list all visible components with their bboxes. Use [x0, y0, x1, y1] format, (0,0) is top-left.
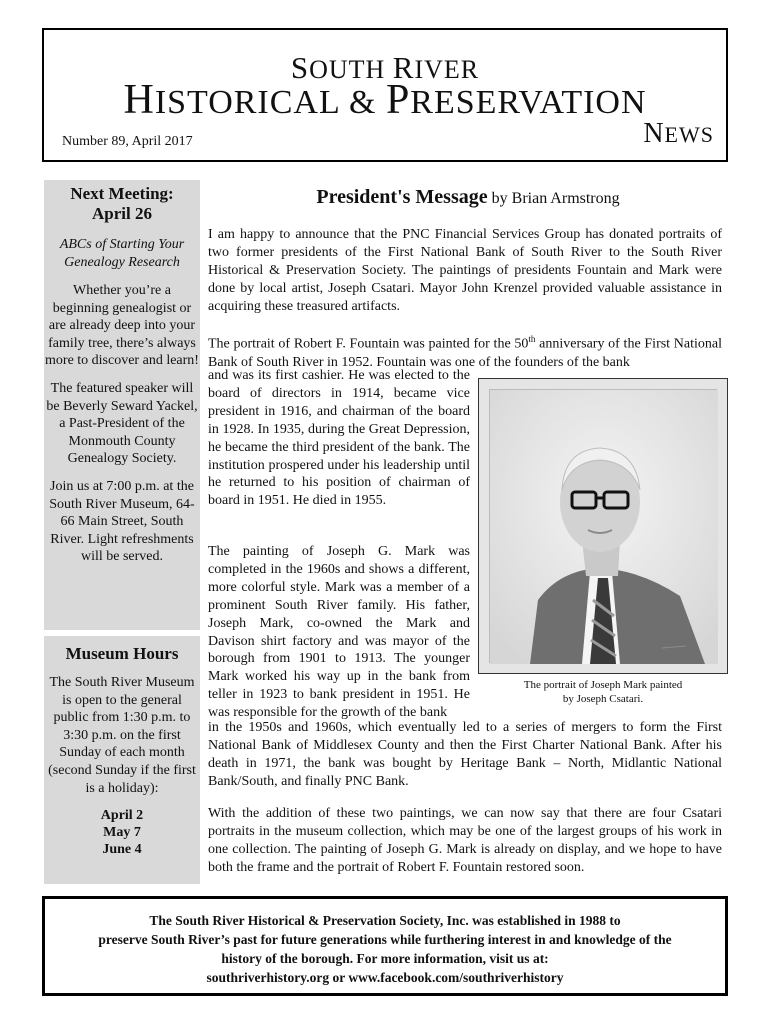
issue-number: Number 89, April 2017 — [62, 134, 193, 149]
meeting-topic: ABCs of Starting Your Genealogy Research — [59, 237, 185, 270]
museum-date: May 7 — [103, 825, 141, 841]
article-paragraph: With the addition of these two paintings, we can now say that there are four Csatari portraits in the museum collection, which may be one of the largest groups of his work in one collection. The painting of Joseph G. Mark is already on display, and we hope to have both the frame and the portrait of Robert F. Fountain restored soon. — [208, 806, 722, 875]
meeting-intro: Whether you’re a beginning genealogist or are already deep into your family tree, there’s always more to discover and learn! — [45, 283, 199, 369]
article-title: President's Message by Brian Armstrong — [316, 186, 620, 208]
article-paragraph: I am happy to announce that the PNC Financial Services Group has donated portraits of two former presidents of the First National Bank of South River to the South River Historical & Preservation Society. The paintings of presidents Fountain and Mark were done by local artist, Joseph Csatari. Mayor John Krenzel provided valuable assistance in acquiring these treasured artifacts. — [208, 227, 722, 314]
footer-line: preserve South River’s past for future generations while furthering interest in and knowledge of the — [98, 932, 672, 947]
footer-links[interactable]: southriverhistory.org or www.facebook.com/southriverhistory — [206, 970, 564, 985]
portrait-image — [490, 390, 718, 664]
museum-date: June 4 — [102, 842, 142, 858]
article-paragraph: and was its first cashier. He was elected to the board of directors in 1914, became vice president in 1916, and chairman of the board in 1928. In 1935, during the Great Depression, he became the third president of the bank. The institution prospered under his leadership until he returned to his position of chairman of board in 1951. He died in 1955. — [208, 368, 470, 509]
masthead — [42, 28, 728, 162]
article-paragraph: in the 1950s and 1960s, which eventually led to a series of mergers to form the First National Bank of Middlesex County and then the First Charter National Bank. After his death in 1971, the bank was bought by Heritage Bank – North, Midlantic National Bank/South, and finally PNC Bank. — [208, 720, 722, 789]
next-meeting-box — [44, 180, 200, 630]
portrait-figure — [478, 378, 728, 674]
article-paragraph: The painting of Joseph G. Mark was completed in the 1960s and shows a different, more colorful style. Mark was a member of a prominent South River family. His father, Joseph Mark, co-owned the Mark and Davison shirt factory and was mayor of the borough from 1901 to 1913. The younger Mark worked his way up in the bank from teller in 1923 to bank president in 1951. He was responsible for the growth of the bank — [208, 544, 470, 721]
article-byline: by Brian Armstrong — [491, 190, 620, 207]
museum-date: April 2 — [100, 808, 144, 824]
masthead-news: NEWS — [643, 118, 714, 149]
museum-hours-text: The South River Museum is open to the general public from 1:30 p.m. to 3:30 p.m. on the first Sunday of each month (second Sunday if the first is a holiday): — [48, 675, 196, 796]
museum-dates — [44, 807, 200, 858]
portrait-painting — [489, 389, 717, 663]
footer-box — [42, 896, 728, 996]
meeting-speaker: The featured speaker will be Beverly Seward Yackel, a Past-President of the Monmouth County Genealogy Society. — [46, 380, 198, 467]
article-paragraph: The portrait of Robert F. Fountain was painted for the 50th anniversary of the First National Bank of South River in 1952. Fountain was one of the founders of the bank — [208, 334, 723, 370]
footer-line: history of the borough. For more information, visit us at: — [221, 951, 549, 966]
footer-line: The South River Historical & Preservation Society, Inc. was established in 1988 to — [149, 913, 621, 928]
masthead-town: SOUTH RIVER — [290, 50, 480, 85]
meeting-details: Join us at 7:00 p.m. at the South River Museum, 64-66 Main Street, South River. Light refreshments will be served. — [49, 478, 195, 565]
museum-hours-box — [44, 636, 200, 884]
masthead-title: HISTORICAL & PRESERVATION — [123, 77, 647, 123]
portrait-caption: The portrait of Joseph Mark painted by Joseph Csatari. — [523, 679, 683, 705]
next-meeting-heading: Next Meeting: April 26 — [70, 184, 174, 223]
museum-hours-heading: Museum Hours — [65, 644, 179, 663]
